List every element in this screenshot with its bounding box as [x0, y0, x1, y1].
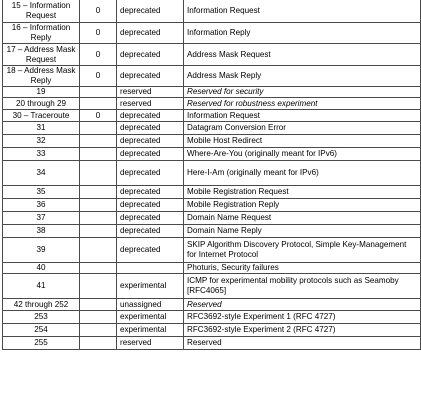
- type-cell: 16 – Information Reply: [3, 23, 80, 44]
- table-row: [3, 324, 421, 337]
- table-row: [3, 148, 421, 161]
- table-row: [3, 110, 421, 122]
- description-cell: Reserved: [184, 299, 421, 311]
- status-cell: deprecated: [117, 110, 184, 122]
- type-cell: 40: [3, 263, 80, 274]
- table-row: [3, 161, 421, 186]
- code-cell: [80, 148, 117, 161]
- description-cell: Address Mask Reply: [184, 66, 421, 87]
- code-cell: [80, 122, 117, 135]
- status-cell: reserved: [117, 337, 184, 350]
- description-cell: Reserved: [184, 337, 421, 350]
- status-cell: deprecated: [117, 186, 184, 199]
- status-cell: deprecated: [117, 212, 184, 225]
- type-cell: 42 through 252: [3, 299, 80, 311]
- code-cell: 0: [80, 66, 117, 87]
- description-cell: Address Mask Request: [184, 44, 421, 66]
- type-cell: 36: [3, 199, 80, 212]
- table-row: [3, 311, 421, 324]
- code-cell: 0: [80, 110, 117, 122]
- table-row: [3, 337, 421, 350]
- table-row: [3, 186, 421, 199]
- type-cell: 41: [3, 274, 80, 299]
- table-row: [3, 263, 421, 274]
- type-cell: 32: [3, 135, 80, 148]
- status-cell: deprecated: [117, 23, 184, 44]
- status-cell: deprecated: [117, 161, 184, 186]
- table-row: [3, 135, 421, 148]
- code-cell: [80, 274, 117, 299]
- description-cell: Mobile Registration Request: [184, 186, 421, 199]
- description-cell: Reserved for robustness experiment: [184, 98, 421, 110]
- code-cell: 0: [80, 44, 117, 66]
- status-cell: [117, 263, 184, 274]
- code-cell: 0: [80, 23, 117, 44]
- code-cell: [80, 98, 117, 110]
- table-row: [3, 274, 421, 299]
- description-cell: Information Request: [184, 110, 421, 122]
- type-cell: 18 – Address Mask Reply: [3, 66, 80, 87]
- status-cell: deprecated: [117, 225, 184, 238]
- type-cell: 33: [3, 148, 80, 161]
- code-cell: [80, 199, 117, 212]
- status-cell: deprecated: [117, 66, 184, 87]
- table-row: [3, 0, 421, 23]
- table-row: [3, 23, 421, 44]
- status-cell: deprecated: [117, 238, 184, 263]
- table-body: [3, 0, 421, 350]
- type-cell: 39: [3, 238, 80, 263]
- code-cell: 0: [80, 0, 117, 23]
- code-cell: [80, 212, 117, 225]
- table-row: [3, 66, 421, 87]
- code-cell: [80, 135, 117, 148]
- code-cell: [80, 225, 117, 238]
- code-cell: [80, 238, 117, 263]
- status-cell: deprecated: [117, 135, 184, 148]
- type-cell: 15 – Information Request: [3, 0, 80, 23]
- code-cell: [80, 186, 117, 199]
- table-row: [3, 44, 421, 66]
- description-cell: RFC3692-style Experiment 2 (RFC 4727): [184, 324, 421, 337]
- status-cell: deprecated: [117, 44, 184, 66]
- description-cell: Information Reply: [184, 23, 421, 44]
- type-cell: 31: [3, 122, 80, 135]
- description-cell: Domain Name Reply: [184, 225, 421, 238]
- status-cell: deprecated: [117, 148, 184, 161]
- code-cell: [80, 299, 117, 311]
- type-cell: 255: [3, 337, 80, 350]
- code-cell: [80, 311, 117, 324]
- type-cell: 20 through 29: [3, 98, 80, 110]
- table-row: [3, 212, 421, 225]
- code-cell: [80, 87, 117, 98]
- description-cell: Information Request: [184, 0, 421, 23]
- table-row: [3, 87, 421, 98]
- type-cell: 30 – Traceroute: [3, 110, 80, 122]
- status-cell: experimental: [117, 324, 184, 337]
- status-cell: reserved: [117, 87, 184, 98]
- table-row: [3, 122, 421, 135]
- status-cell: deprecated: [117, 0, 184, 23]
- type-cell: 17 – Address Mask Request: [3, 44, 80, 66]
- status-cell: experimental: [117, 274, 184, 299]
- type-cell: 19: [3, 87, 80, 98]
- status-cell: reserved: [117, 98, 184, 110]
- icmp-types-table: [2, 0, 421, 350]
- status-cell: experimental: [117, 311, 184, 324]
- description-cell: Domain Name Request: [184, 212, 421, 225]
- description-cell: ICMP for experimental mobility protocols such as Seamoby [RFC4065]: [184, 274, 421, 299]
- description-cell: Reserved for security: [184, 87, 421, 98]
- description-cell: Mobile Registration Reply: [184, 199, 421, 212]
- description-cell: Here-I-Am (originally meant for IPv6): [184, 161, 421, 186]
- type-cell: 35: [3, 186, 80, 199]
- type-cell: 34: [3, 161, 80, 186]
- description-cell: Photuris, Security failures: [184, 263, 421, 274]
- table-row: [3, 199, 421, 212]
- code-cell: [80, 337, 117, 350]
- table-row: [3, 98, 421, 110]
- type-cell: 253: [3, 311, 80, 324]
- status-cell: deprecated: [117, 199, 184, 212]
- type-cell: 38: [3, 225, 80, 238]
- description-cell: Where-Are-You (originally meant for IPv6): [184, 148, 421, 161]
- code-cell: [80, 263, 117, 274]
- table-row: [3, 225, 421, 238]
- table-row: [3, 238, 421, 263]
- status-cell: unassigned: [117, 299, 184, 311]
- code-cell: [80, 324, 117, 337]
- type-cell: 254: [3, 324, 80, 337]
- code-cell: [80, 161, 117, 186]
- description-cell: RFC3692-style Experiment 1 (RFC 4727): [184, 311, 421, 324]
- description-cell: Datagram Conversion Error: [184, 122, 421, 135]
- description-cell: Mobile Host Redirect: [184, 135, 421, 148]
- description-cell: SKIP Algorithm Discovery Protocol, Simple Key-Management for Internet Protocol: [184, 238, 421, 263]
- table-row: [3, 299, 421, 311]
- type-cell: 37: [3, 212, 80, 225]
- status-cell: deprecated: [117, 122, 184, 135]
